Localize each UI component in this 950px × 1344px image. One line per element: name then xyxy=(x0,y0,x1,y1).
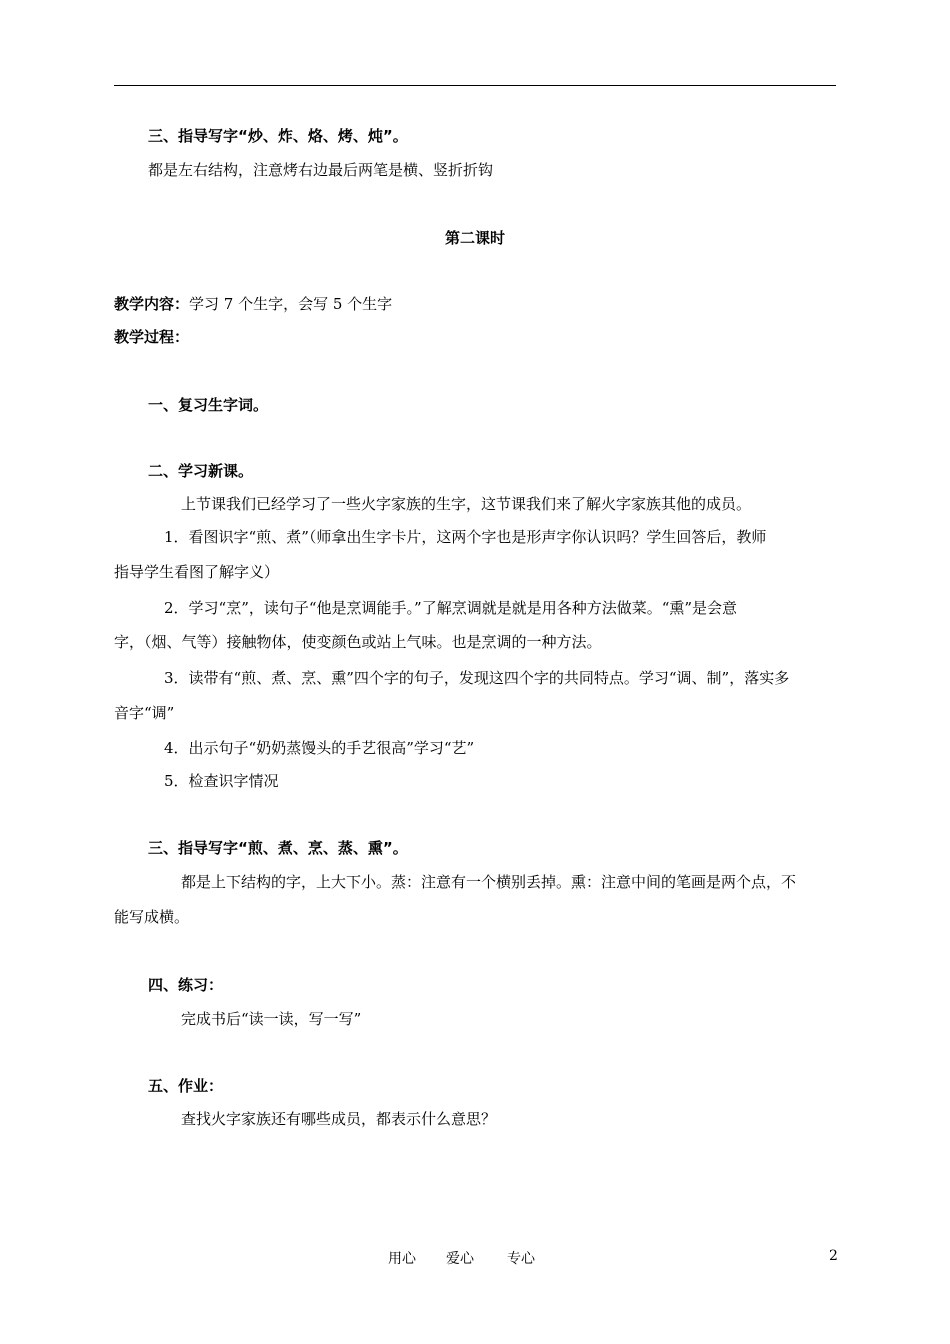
footer-item-1: 用心 xyxy=(388,1251,416,1267)
list-item-1-line-2: 指导学生看图了解字义） xyxy=(114,563,280,581)
list-item-2-line-2: 字，（烟、气等）接触物体，使变颜色或站上气味。也是烹调的一种方法。 xyxy=(114,633,602,651)
section-heading-new-lesson: 二、学习新课。 xyxy=(148,462,254,480)
paragraph-writing-2-line-2: 能写成横。 xyxy=(114,908,190,926)
list-item-2-line-1: 2．学习“烹”，读句子“他是烹调能手。”了解烹调就是就是用各种方法做菜。“熏”是会意 xyxy=(164,599,738,617)
teaching-content-label: 教学内容： xyxy=(114,295,190,313)
section-heading-practice: 四、练习： xyxy=(148,976,224,994)
footer-item-3: 专心 xyxy=(507,1251,535,1267)
teaching-content xyxy=(114,294,392,314)
paragraph-writing-1: 都是左右结构，注意烤右边最后两笔是横、竖折折钩 xyxy=(148,161,494,179)
section-heading-writing-1: 三、指导写字“炒、炸、烙、烤、炖”。 xyxy=(148,127,408,145)
section-heading-homework: 五、作业： xyxy=(148,1077,224,1095)
teaching-process-label: 教学过程： xyxy=(114,328,190,346)
list-item-3-line-1: 3．读带有“煎、煮、烹、熏”四个字的句子，发现这四个字的共同特点。学习“调、制”，落实多 xyxy=(164,669,790,687)
footer-item-2: 爱心 xyxy=(446,1251,474,1267)
section-heading-writing-2: 三、指导写字“煎、煮、烹、蒸、熏”。 xyxy=(148,839,408,857)
teaching-content-text: 学习 7 个生字，会写 5 个生字 xyxy=(189,295,393,313)
list-item-1-line-1: 1．看图识字“煎、煮”（师拿出生字卡片，这两个字也是形声字你认识吗？学生回答后，教师 xyxy=(164,528,767,546)
page-number: 2 xyxy=(829,1248,838,1264)
list-item-5: 5．检查识字情况 xyxy=(164,772,279,790)
paragraph-intro: 上节课我们已经学习了一些火字家族的生字，这节课我们来了解火字家族其他的成员。 xyxy=(181,495,752,513)
lesson-title: 第二课时 xyxy=(444,229,505,247)
section-heading-review: 一、复习生字词。 xyxy=(148,396,269,414)
paragraph-writing-2-line-1: 都是上下结构的字，上大下小。蒸：注意有一个横别丢掉。熏：注意中间的笔画是两个点，不 xyxy=(181,873,797,891)
paragraph-practice: 完成书后“读一读，写一写” xyxy=(181,1010,362,1028)
list-item-4: 4．出示句子“奶奶蒸馒头的手艺很高”学习“艺” xyxy=(164,739,475,757)
paragraph-homework: 查找火字家族还有哪些成员，都表示什么意思？ xyxy=(181,1110,497,1128)
header-rule xyxy=(114,85,836,86)
list-item-3-line-2: 音字“调” xyxy=(114,704,175,722)
